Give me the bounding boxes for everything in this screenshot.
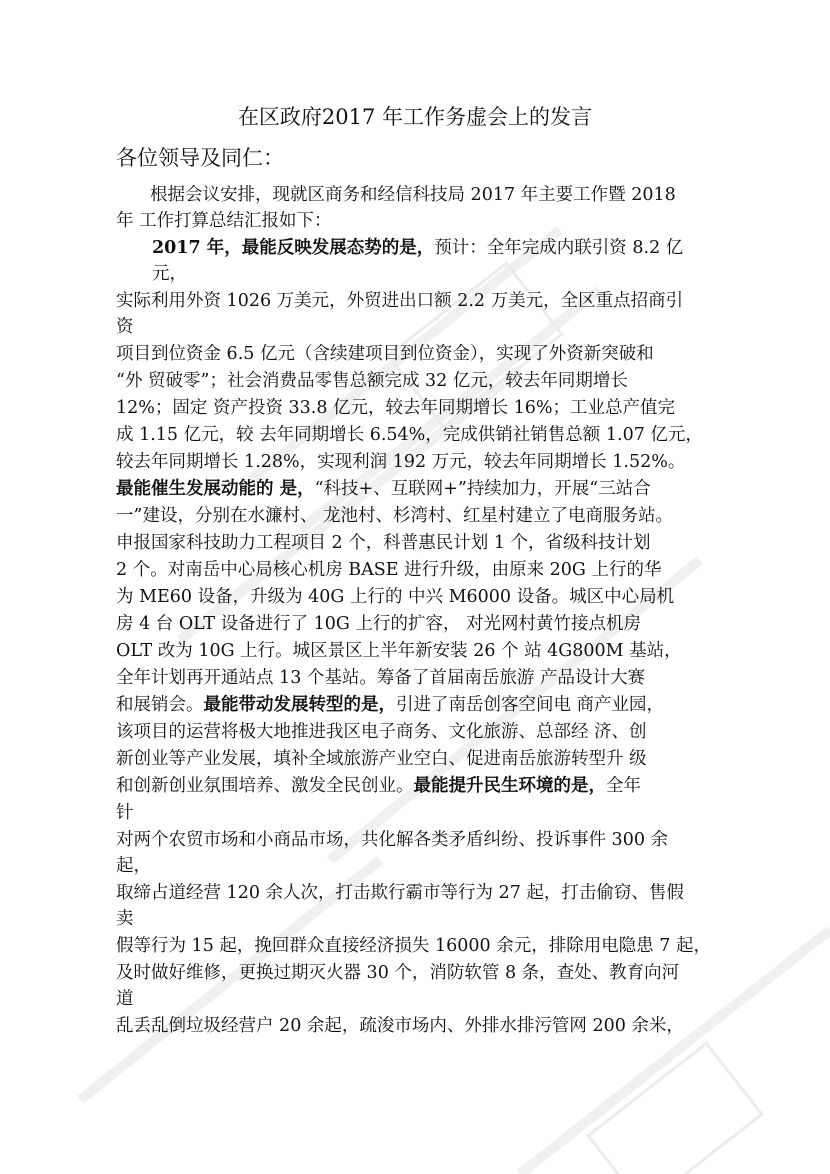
body-line	[116, 933, 711, 959]
body-text: 一”建设，分别在水濂村、 龙池村、杉湾村、红星村建立了电商服务站。	[116, 506, 674, 526]
body-text: 资	[116, 317, 134, 337]
page-title: 在区政府2017 年工作务虚会上的发言	[237, 105, 593, 129]
body-text: 12%；固定 资产投资 33.8 亿元，较去年同期增长 16%；工业总产值完	[116, 398, 676, 418]
body-text: 和创新创业氛围培养、激发全民创业。	[116, 776, 414, 796]
body-text: 乱丢乱倒垃圾经营户 20 余起，疏浚市场内、外排水排污管网 200 余米，	[116, 1016, 684, 1036]
body-text: 为 ME60 设备，升级为 40G 上行的 中兴 M6000 设备。城区中心局机	[116, 587, 675, 607]
body-line	[116, 288, 683, 314]
body-line	[116, 557, 661, 583]
body-line	[116, 422, 703, 448]
body-text: 假等行为 15 起，挽回群众直接经济损失 16000 余元，排除用电隐患 7 起，	[116, 936, 711, 956]
body-line	[116, 476, 651, 502]
body-text: 引进了南岳创客空间电 商产业园，	[396, 695, 665, 715]
body-line	[116, 638, 682, 664]
body-line	[116, 906, 134, 932]
body-line	[116, 853, 151, 879]
body-text: 预计：全年完成内联引资 8.2 亿	[434, 238, 684, 258]
emphasis-text: 最能催生发展动能的 是，	[116, 479, 315, 499]
body-line	[116, 503, 673, 529]
body-text: “外 贸破零”；社会消费品零售总额完成 32 亿元，较去年同期增长	[116, 371, 628, 391]
body-line	[116, 692, 664, 718]
body-text: 年 工作打算总结汇报如下：	[116, 211, 332, 231]
body-line	[116, 800, 134, 826]
body-text: 2 个。对南岳中心局核心机房 BASE 进行升级，由原来 20G 上行的华	[116, 560, 662, 580]
body-text: OLT 改为 10G 上行。城区景区上半年新安装 26 个 站 4G800M 基站，	[116, 641, 682, 661]
body-text: 成 1.15 亿元，较 去年同期增长 6.54%，完成供销社销售总额 1.07 亿元，	[116, 425, 703, 445]
body-text: 起，	[116, 856, 151, 876]
body-line	[116, 341, 654, 367]
body-line	[116, 827, 668, 853]
body-line	[116, 449, 685, 475]
body-text: 和展销会。	[116, 695, 204, 715]
body-text: 卖	[116, 909, 134, 929]
body-line	[116, 986, 134, 1012]
body-text: 取缔占道经营 120 余人次，打击欺行霸市等行为 27 起，打击偷窃、售假	[116, 883, 684, 903]
body-line	[152, 235, 683, 261]
body-line	[116, 611, 641, 637]
body-text: 道	[116, 989, 134, 1009]
body-text: 较去年同期增长 1.28%，实现利润 192 万元，较去年同期增长 1.52%。	[116, 452, 686, 472]
body-line	[116, 368, 628, 394]
body-line	[116, 1013, 684, 1039]
body-line	[150, 182, 676, 208]
body-text: 元，	[152, 264, 187, 284]
body-line	[116, 773, 641, 799]
body-line	[116, 719, 647, 745]
body-text: 根据会议安排，现就区商务和经信科技局 2017 年主要工作暨 2018	[150, 185, 676, 205]
body-line	[116, 208, 332, 234]
body-line	[116, 960, 679, 986]
body-text: 项目到位资金 6.5 亿元（含续建项目到位资金），实现了外资新突破和	[116, 344, 654, 364]
body-text: “科技+、互联网+”持续加力，开展“三站合	[314, 479, 651, 499]
emphasis-text: 最能带动发展转型的是，	[203, 695, 396, 715]
body-line	[116, 584, 674, 610]
body-text: 全年	[606, 776, 641, 796]
body-text: 该项目的运营将极大地推进我区电子商务、文化旅游、总部经 济、创	[116, 722, 647, 742]
body-line	[116, 530, 651, 556]
body-line	[116, 880, 684, 906]
body-text: 实际利用外资 1026 万美元，外贸进出口额 2.2 万美元，全区重点招商引	[116, 291, 684, 311]
body-text: 针	[116, 803, 134, 823]
body-text: 及时做好维修，更换过期灭火器 30 个，消防软管 8 条，查处、教育向河	[116, 963, 680, 983]
body-text: 对两个农贸市场和小商品市场，共化解各类矛盾纠纷、投诉事件 300 余	[116, 830, 669, 850]
salutation: 各位领导及同仁：	[116, 146, 284, 170]
body-text: 全年计划再开通站点 13 个基站。筹备了首届南岳旅游 产品设计大赛	[116, 668, 645, 688]
body-text: 申报国家科技助力工程项目 2 个，科普惠民计划 1 个，省级科技计划	[116, 533, 651, 553]
body-line	[152, 261, 187, 287]
emphasis-text: 最能提升民生环境的是，	[413, 776, 606, 796]
body-line	[116, 314, 134, 340]
body-text: 房 4 台 OLT 设备进行了 10G 上行的扩容， 对光网村黄竹接点机房	[116, 614, 642, 634]
body-line	[116, 395, 675, 421]
body-line	[116, 746, 647, 772]
body-line	[116, 665, 645, 691]
body-text: 新创业等产业发展，填补全域旅游产业空白、促进南岳旅游转型升 级	[116, 749, 647, 769]
emphasis-text: 2017 年，最能反映发展态势的是，	[152, 238, 435, 258]
